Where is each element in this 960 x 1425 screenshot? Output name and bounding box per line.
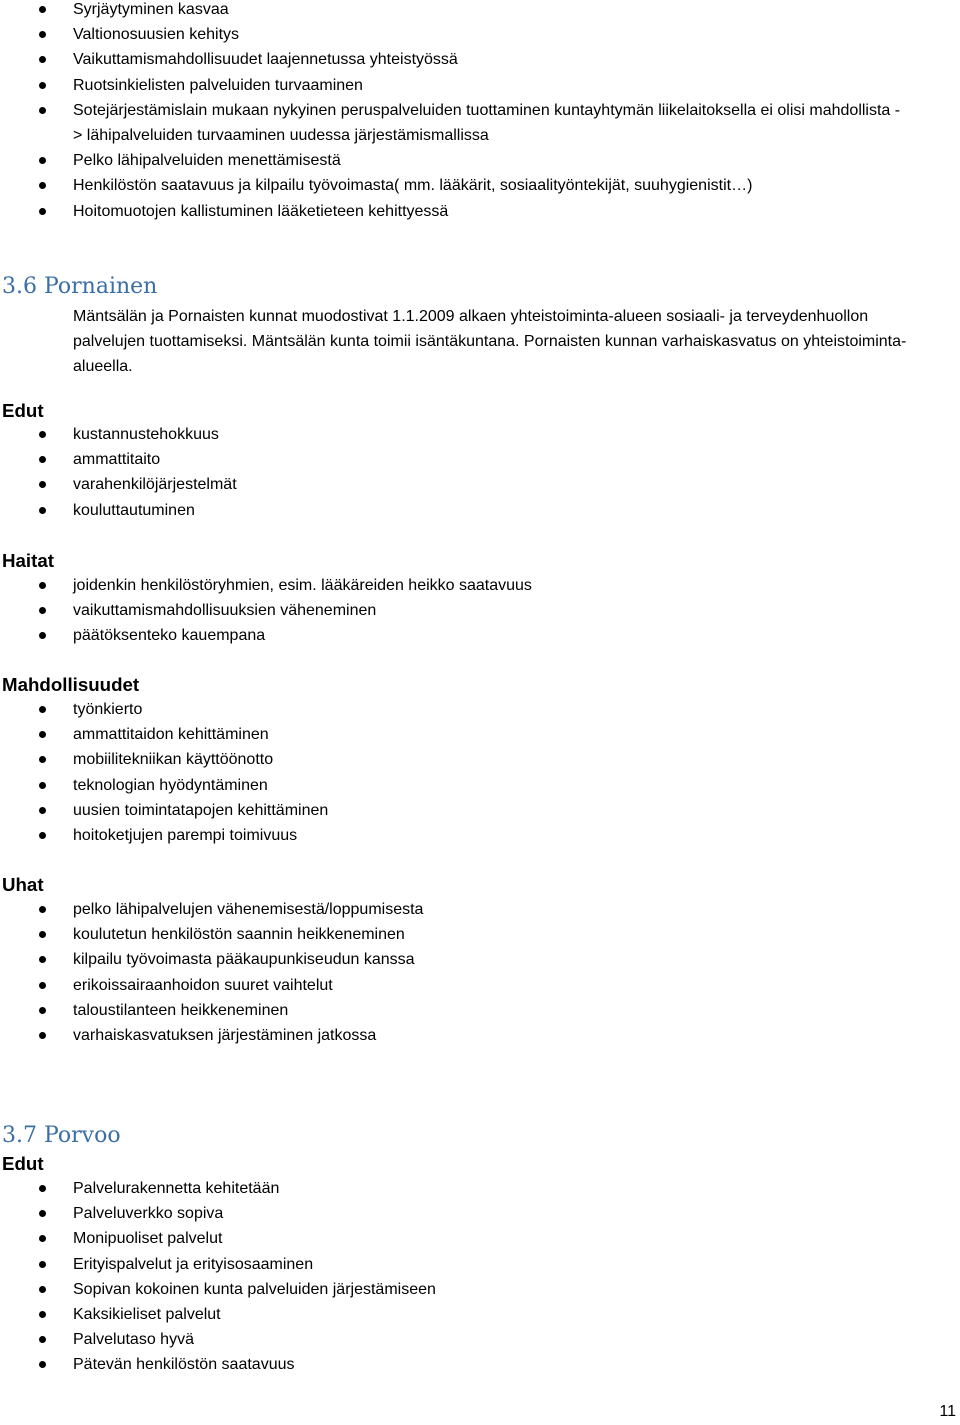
intro-list: [0, 0, 930, 224]
porvoo-edut-heading: Edut: [2, 1153, 44, 1174]
list-item: kilpailu työvoimasta pääkaupunkiseudun kanssa: [0, 947, 930, 972]
list-item: Valtionosuusien kehitys: [0, 22, 930, 47]
list-item: Palvelutaso hyvä: [0, 1327, 930, 1352]
list-item: ammattitaidon kehittäminen: [0, 722, 930, 747]
list-item: päätöksenteko kauempana: [0, 623, 930, 648]
pornainen-haitat-heading: Haitat: [2, 550, 54, 571]
list-item: varahenkilöjärjestelmät: [0, 472, 930, 497]
list-item: työnkierto: [0, 697, 930, 722]
list-item: koulutetun henkilöstön saannin heikkeneminen: [0, 922, 930, 947]
list-item: joidenkin henkilöstöryhmien, esim. lääkäreiden heikko saatavuus: [0, 573, 930, 598]
list-item: Monipuoliset palvelut: [0, 1226, 930, 1251]
list-item: ammattitaito: [0, 447, 930, 472]
list-item: taloustilanteen heikkeneminen: [0, 998, 930, 1023]
list-item: kouluttautuminen: [0, 498, 930, 523]
pornainen-haitat-list: [0, 573, 930, 649]
section-title-pornainen: 3.6 Pornainen: [2, 274, 158, 299]
section-title-porvoo: 3.7 Porvoo: [2, 1123, 121, 1148]
list-item: vaikuttamismahdollisuuksien väheneminen: [0, 598, 930, 623]
list-item: Hoitomuotojen kallistuminen lääketieteen kehittyessä: [0, 199, 930, 224]
pornainen-edut-list: [0, 422, 930, 523]
list-item: Vaikuttamismahdollisuudet laajennetussa yhteistyössä: [0, 47, 930, 72]
list-item: mobiilitekniikan käyttöönotto: [0, 747, 930, 772]
pornainen-uhat-list: [0, 897, 930, 1048]
pornainen-intro: Mäntsälän ja Pornaisten kunnat muodostivat 1.1.2009 alkaen yhteistoiminta-alueen sosiaali- ja terveydenhuollon palvelujen tuottamiseksi. Mäntsälän kunta toimii isäntäkuntana. Pornaisten kunnan varhaiskasvatus on yhteistoiminta-alueella.: [73, 308, 907, 376]
list-item: Henkilöstön saatavuus ja kilpailu työvoimasta( mm. lääkärit, sosiaalityöntekijät, suuhygienistit…): [0, 173, 930, 198]
list-item: hoitoketjujen parempi toimivuus: [0, 823, 930, 848]
list-item: teknologian hyödyntäminen: [0, 773, 930, 798]
list-item: Erityispalvelut ja erityisosaaminen: [0, 1252, 930, 1277]
list-item: kustannustehokkuus: [0, 422, 930, 447]
porvoo-edut-list: [0, 1176, 930, 1378]
list-item: uusien toimintatapojen kehittäminen: [0, 798, 930, 823]
list-item: Palveluverkko sopiva: [0, 1201, 930, 1226]
list-item: Kaksikieliset palvelut: [0, 1302, 930, 1327]
pornainen-edut-heading: Edut: [2, 400, 44, 421]
pornainen-mahdollisuudet-list: [0, 697, 930, 848]
list-item: varhaiskasvatuksen järjestäminen jatkossa: [0, 1023, 930, 1048]
list-item: Pelko lähipalveluiden menettämisestä: [0, 148, 930, 173]
list-item: Sopivan kokoinen kunta palveluiden järjestämiseen: [0, 1277, 930, 1302]
list-item: Sotejärjestämislain mukaan nykyinen peruspalveluiden tuottaminen kuntayhtymän liikelaitoksella ei olisi mahdollista - > lähipalveluiden turvaaminen uudessa järjestämismallissa: [0, 98, 930, 148]
list-item: pelko lähipalvelujen vähenemisestä/loppumisesta: [0, 897, 930, 922]
list-item: Syrjäytyminen kasvaa: [0, 0, 930, 22]
list-item: Ruotsinkielisten palveluiden turvaaminen: [0, 73, 930, 98]
list-item: Pätevän henkilöstön saatavuus: [0, 1352, 930, 1377]
list-item: erikoissairaanhoidon suuret vaihtelut: [0, 973, 930, 998]
page-number: 11: [939, 1403, 956, 1420]
pornainen-uhat-heading: Uhat: [2, 874, 44, 895]
list-item: Palvelurakennetta kehitetään: [0, 1176, 930, 1201]
pornainen-mahdollisuudet-heading: Mahdollisuudet: [2, 674, 140, 695]
